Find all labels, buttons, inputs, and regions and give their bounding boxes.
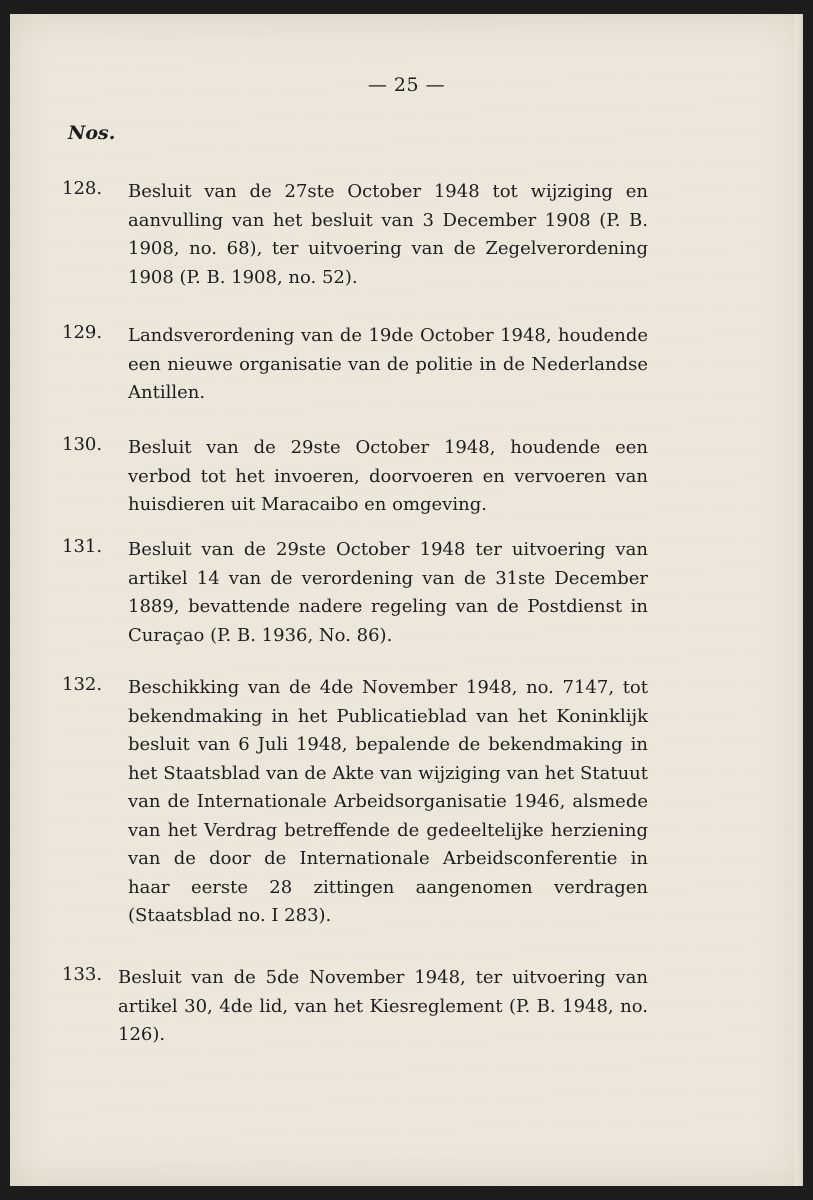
page-number: — 25 — xyxy=(367,74,446,96)
entry-number: 128. xyxy=(62,178,103,199)
entry-number: 129. xyxy=(62,322,103,343)
entry-text: Besluit van de 5de November 1948, ter uitvoering van artikel 30, 4de lid, van het Kiesreglement (P. B. 1948, no. 126). xyxy=(118,967,648,1045)
entry-text: Beschikking van de 4de November 1948, no. 7147, tot bekendmaking in het Publicatieblad van het Koninklijk besluit van 6 Juli 1948, bepalende de bekendmaking in het Staatsblad van de Akte van wijziging van het Statuut van de Internationale Arbeidsorganisatie 1946, alsmede van het Verdrag betreffende de gedeeltelijke herziening van de door de Internationale Arbeidsconferentie in haar eerste 28 zittingen aangenomen verdragen (Staatsblad no. I 283). xyxy=(128,677,648,926)
entry-number: 132. xyxy=(62,674,103,695)
entry-number: 133. xyxy=(62,964,103,985)
entry-number: 131. xyxy=(62,536,103,557)
entry-number: 130. xyxy=(62,434,103,455)
entry-text: Landsverordening van de 19de October 1948, houdende een nieuwe organisatie van de politie in de Nederlandse Antillen. xyxy=(128,325,648,403)
document-page xyxy=(10,14,803,1186)
column-label-nos: Nos. xyxy=(68,122,116,144)
entry-text: Besluit van de 29ste October 1948 ter uitvoering van artikel 14 van de verordening van de 31ste December 1889, bevattende nadere regeling van de Postdienst in Curaçao (P. B. 1936, No. 86). xyxy=(128,539,648,646)
entry-text: Besluit van de 29ste October 1948, houdende een verbod tot het invoeren, doorvoeren en vervoeren van huisdieren uit Maracaibo en omgeving. xyxy=(128,437,648,515)
entry-text: Besluit van de 27ste October 1948 tot wijziging en aanvulling van het besluit van 3 December 1908 (P. B. 1908, no. 68), ter uitvoering van de Zegelverordening 1908 (P. B. 1908, no. 52). xyxy=(128,181,648,288)
entry-list xyxy=(10,14,803,1186)
